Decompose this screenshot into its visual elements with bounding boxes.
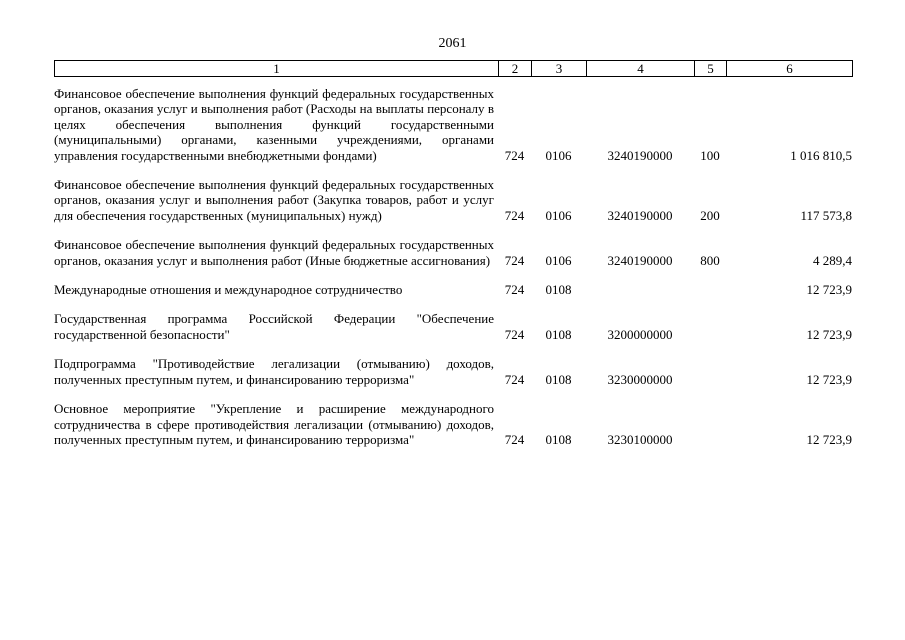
row-section-code: 0108 — [545, 431, 572, 447]
row-expense-type: 800 — [700, 252, 720, 268]
row-target-code: 3240190000 — [607, 147, 673, 163]
page-number: 2061 — [438, 36, 467, 51]
row-amount: 12 723,9 — [806, 282, 852, 298]
row-description: Государственная программа Российской Федерации "Обеспечение государственной безопасности" — [54, 311, 494, 342]
row-description: Финансовое обеспечение выполнения функций федеральных государственных органов, оказания услуг и выполнения работ (Закупка товаров, работ и услуг для обеспечения государственных (муниципальных) нужд) — [54, 177, 494, 223]
row-expense-type — [694, 401, 726, 447]
row-amount: 4 289,4 — [813, 252, 852, 268]
column-header-table — [54, 60, 853, 77]
row-target-code: 3200000000 — [607, 326, 673, 342]
column-header-3: 3 — [532, 61, 587, 77]
row-expense-type: 200 — [700, 207, 720, 223]
row-target-code: 3240190000 — [607, 252, 673, 268]
row-amount: 12 723,9 — [806, 326, 852, 342]
table-row — [54, 177, 852, 237]
row-description: Основное мероприятие "Укрепление и расширение международного сотрудничества в сфере противодействия легализации (отмыванию) доходов, полученных преступным путем, и финансированию терроризма" — [54, 401, 494, 447]
table-row — [54, 356, 852, 401]
row-ministry-code: 724 — [504, 326, 525, 342]
row-section-code: 0106 — [545, 147, 572, 163]
column-header-2: 2 — [499, 61, 532, 77]
row-section-code: 0108 — [545, 326, 572, 342]
table-row — [54, 282, 852, 311]
row-ministry-code: 724 — [504, 371, 525, 387]
row-section-code: 0108 — [545, 371, 572, 387]
budget-table — [54, 86, 852, 447]
row-amount: 12 723,9 — [806, 431, 852, 447]
row-target-code: 3230100000 — [607, 431, 673, 447]
row-ministry-code: 724 — [504, 431, 525, 447]
row-description: Международные отношения и международное сотрудничество — [54, 282, 403, 298]
table-row — [54, 311, 852, 356]
row-target-code — [586, 282, 694, 311]
table-row — [54, 401, 852, 447]
row-section-code: 0106 — [545, 252, 572, 268]
row-section-code: 0106 — [545, 207, 572, 223]
row-expense-type — [694, 311, 726, 356]
row-expense-type — [694, 356, 726, 401]
column-header-1: 1 — [55, 61, 499, 77]
row-description: Финансовое обеспечение выполнения функций федеральных государственных органов, оказания услуг и выполнения работ (Иные бюджетные ассигнования) — [54, 237, 494, 268]
column-header-6: 6 — [727, 61, 853, 77]
row-amount: 117 573,8 — [800, 207, 852, 223]
row-ministry-code: 724 — [504, 252, 525, 268]
column-header-5: 5 — [695, 61, 727, 77]
row-ministry-code: 724 — [504, 147, 525, 163]
column-number-row — [55, 61, 853, 77]
table-row — [54, 86, 852, 177]
row-section-code: 0108 — [545, 282, 572, 298]
row-expense-type: 100 — [700, 147, 720, 163]
row-amount: 12 723,9 — [806, 371, 852, 387]
row-target-code: 3240190000 — [607, 207, 673, 223]
table-row — [54, 237, 852, 282]
row-target-code: 3230000000 — [607, 371, 673, 387]
row-amount: 1 016 810,5 — [790, 147, 852, 163]
row-expense-type — [694, 282, 726, 311]
row-description: Финансовое обеспечение выполнения функций федеральных государственных органов, оказания услуг и выполнения работ (Расходы на выплаты персоналу в целях обеспечения выполнения функций государственными (муниципальными) органами, казенными учреждениями, органами управления государственными внебюджетными фондами) — [54, 86, 494, 163]
row-ministry-code: 724 — [504, 282, 525, 298]
column-header-4: 4 — [587, 61, 695, 77]
row-ministry-code: 724 — [504, 207, 525, 223]
row-description: Подпрограмма "Противодействие легализации (отмыванию) доходов, полученных преступным путем, и финансированию терроризма" — [54, 356, 494, 387]
